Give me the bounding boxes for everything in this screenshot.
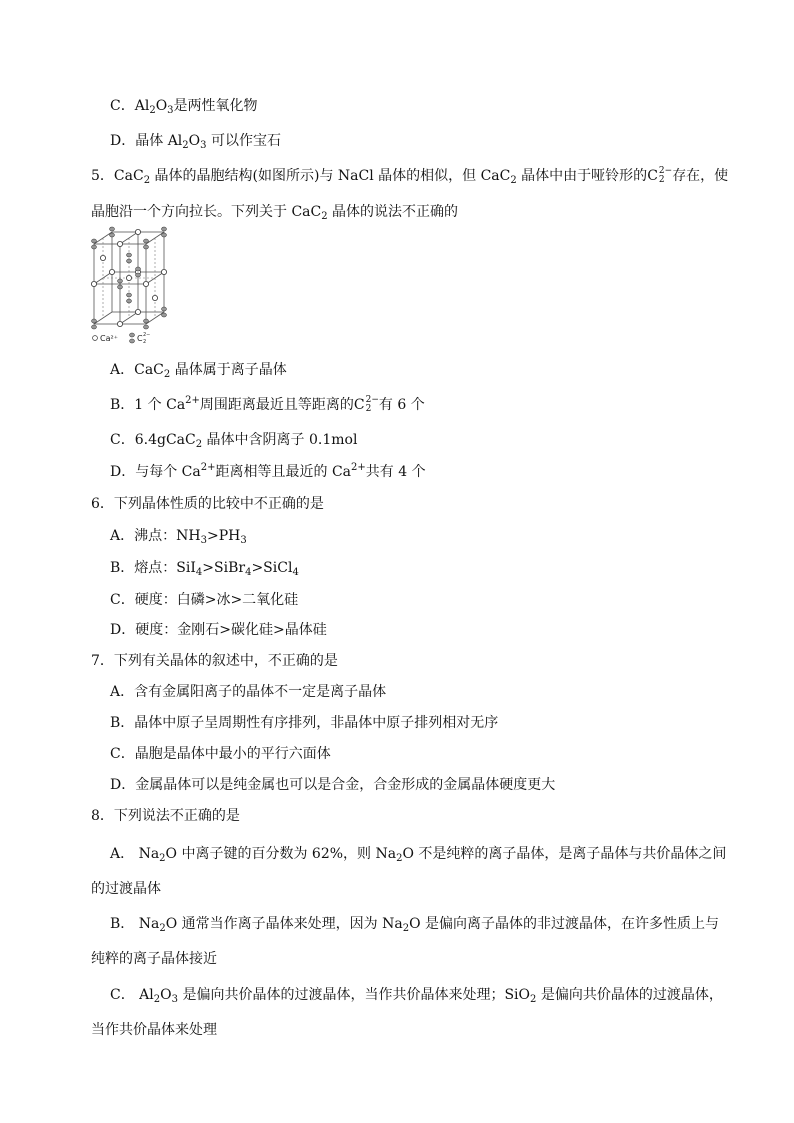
q4-option-d (110, 131, 281, 151)
legend-c-charge: 2− (143, 332, 151, 338)
subscript: 4 (245, 567, 252, 578)
option-text: 周围距离最近且等距离的 (199, 397, 354, 413)
option-text: 熔点：SiI (134, 560, 196, 576)
option-text: 1 个 Ca (134, 397, 186, 413)
legend-ca-symbol (93, 336, 98, 341)
subscript: 3 (240, 535, 247, 546)
stem-text: 晶体的说法不正确的 (327, 204, 459, 220)
ion-base: C (353, 397, 365, 413)
option-text: 硬度：金刚石>碳化硅>晶体硅 (135, 622, 327, 638)
option-text: 晶体中含阴离子 0.1mol (202, 432, 358, 448)
subscript: 2 (182, 140, 189, 151)
option-text: 晶胞是晶体中最小的平行六面体 (134, 746, 331, 762)
subscript: 2 (149, 105, 156, 116)
option-label: D． (110, 464, 136, 480)
figure-legend (93, 332, 151, 345)
q8-option-a (110, 844, 726, 864)
q5-stem-line1 (91, 166, 728, 186)
option-text: >SiBr (202, 560, 246, 576)
subscript: 2 (163, 369, 171, 380)
superscript: 2+ (200, 462, 216, 473)
stem-text: 晶胞沿一个方向拉长。下列关于 CaC (91, 204, 322, 220)
q6-option-c (110, 590, 298, 610)
q6-option-a (110, 526, 247, 546)
ion-charge: 2− (365, 395, 379, 405)
option-label: C． (110, 98, 135, 114)
subscript: 2 (510, 175, 517, 186)
option-text: >SiCl (251, 560, 293, 576)
q6-stem: 6．下列晶体性质的比较中不正确的是 (91, 496, 324, 512)
q5-option-c (110, 430, 357, 450)
option-label: B． (110, 715, 135, 731)
option-text: 与每个 Ca (135, 464, 201, 480)
q8-stem: 8．下列说法不正确的是 (91, 808, 240, 824)
subscript: 2 (396, 853, 403, 864)
q5-option-d (110, 462, 426, 482)
option-label: C． (110, 432, 135, 448)
q8-option-c-continued: 当作共价晶体来处理 (91, 1022, 217, 1038)
subscript: 2 (321, 211, 328, 222)
option-label: D． (110, 777, 136, 793)
subscript: 2 (402, 923, 410, 934)
stem-text: 晶体中由于哑铃形的 (516, 168, 648, 184)
formula: 6.4gCaC (134, 432, 196, 448)
q8-option-b-continued: 纯粹的离子晶体接近 (91, 951, 217, 967)
option-text: 距离相等且最近的 Ca (215, 464, 352, 480)
formula: O (155, 98, 168, 114)
legend-c2-symbol (130, 333, 135, 337)
q5-stem-line2 (91, 202, 458, 222)
option-text: O 中离子键的百分数为 62%，则 Na (165, 846, 397, 862)
option-text: 是偏向共价晶体的过渡晶体， (536, 987, 723, 1003)
option-label: A． (110, 846, 135, 862)
q8-option-a-continued: 的过渡晶体 (91, 881, 161, 897)
option-text: 晶体中原子呈周期性有序排列，非晶体中原子排列相对无序 (134, 715, 499, 731)
option-label: A． (110, 684, 135, 700)
formula: CaC (134, 362, 164, 378)
subscript: 2 (143, 175, 151, 186)
legend-ca-label: Ca²⁺ (100, 334, 118, 343)
option-label: C． (110, 746, 135, 762)
subscript: 2 (153, 994, 161, 1005)
dicarbide-ion (354, 395, 379, 415)
option-label: B． (110, 916, 135, 932)
q4-option-c (110, 96, 258, 116)
q6-option-b (110, 558, 299, 578)
subscript: 3 (167, 105, 174, 116)
subscript: 4 (292, 567, 299, 578)
subscript: 2 (159, 923, 166, 934)
option-text: 沸点：NH (134, 528, 201, 544)
option-text: Al (134, 987, 154, 1003)
ion-subscript: 2 (658, 175, 665, 185)
option-label: D． (110, 133, 136, 149)
subscript: 2 (530, 994, 537, 1005)
dicarbide-ion (647, 166, 672, 186)
q7-stem: 7．下列有关晶体的叙述中，不正确的是 (91, 653, 338, 669)
option-label: B． (110, 560, 135, 576)
option-label: B． (110, 397, 135, 413)
legend-c2-symbol (130, 339, 135, 343)
q8-option-c (110, 985, 723, 1005)
q7-option-d (110, 775, 555, 795)
stem-text: 存在，使 (672, 168, 729, 184)
option-label: D． (110, 622, 136, 638)
option-text: 晶体 (135, 133, 168, 149)
ion-subscript: 2 (365, 404, 372, 414)
option-text: 可以作宝石 (206, 133, 281, 149)
option-text: O 不是纯粹的离子晶体，是离子晶体与共价晶体之间 (402, 846, 727, 862)
option-label: A． (110, 528, 135, 544)
subscript: 3 (171, 994, 178, 1005)
subscript: 3 (200, 140, 207, 151)
option-text: 晶体属于离子晶体 (170, 362, 287, 378)
option-text: 含有金属阳离子的晶体不一定是离子晶体 (134, 684, 387, 700)
q6-option-d (110, 620, 327, 640)
option-text: Na (134, 846, 160, 862)
q7-option-c (110, 744, 331, 764)
option-text: Na (134, 916, 160, 932)
option-text: 金属晶体可以是纯金属也可以是合金，合金形成的金属晶体硬度更大 (135, 777, 556, 793)
superscript: 2+ (351, 462, 366, 473)
option-label: C． (110, 987, 135, 1003)
option-text: O 是偏向离子晶体的非过渡晶体，在许多性质上与 (409, 916, 720, 932)
option-text: 是两性氧化物 (173, 98, 258, 114)
option-text: 是偏向共价晶体的过渡晶体，当作共价晶体来处理；SiO (178, 987, 530, 1003)
q5-option-a (110, 360, 287, 380)
q7-option-b (110, 713, 498, 733)
subscript: 2 (159, 853, 166, 864)
option-text: 有 6 个 (378, 397, 425, 413)
subscript: 3 (200, 535, 207, 546)
ion-base: C (647, 168, 658, 184)
cac2-unit-cell-figure (88, 226, 178, 346)
q5-option-b (110, 395, 425, 415)
option-text: >PH (206, 528, 241, 544)
superscript: 2+ (185, 395, 200, 406)
ion-charge: 2− (658, 166, 673, 176)
option-label: A． (110, 362, 135, 378)
option-text: O 通常当作离子晶体来处理，因为 Na (165, 916, 403, 932)
subscript: 4 (195, 567, 203, 578)
formula: O (188, 133, 201, 149)
stem-text: 晶体的晶胞结构(如图所示)与 NaCl 晶体的相似，但 CaC (150, 168, 511, 184)
q8-option-b (110, 914, 719, 934)
question-number: 5． (91, 168, 114, 184)
formula: CaC (113, 168, 144, 184)
formula: Al (167, 133, 183, 149)
legend-c-label: C (137, 334, 143, 343)
q7-option-a (110, 682, 386, 702)
option-label: C． (110, 592, 135, 608)
formula: Al (134, 98, 150, 114)
option-text: O (160, 987, 172, 1003)
option-text: 共有 4 个 (365, 464, 426, 480)
legend-c-subscript: 2 (143, 339, 147, 345)
option-text: 硬度：白磷>冰>二氧化硅 (134, 592, 299, 608)
subscript: 2 (195, 439, 203, 450)
